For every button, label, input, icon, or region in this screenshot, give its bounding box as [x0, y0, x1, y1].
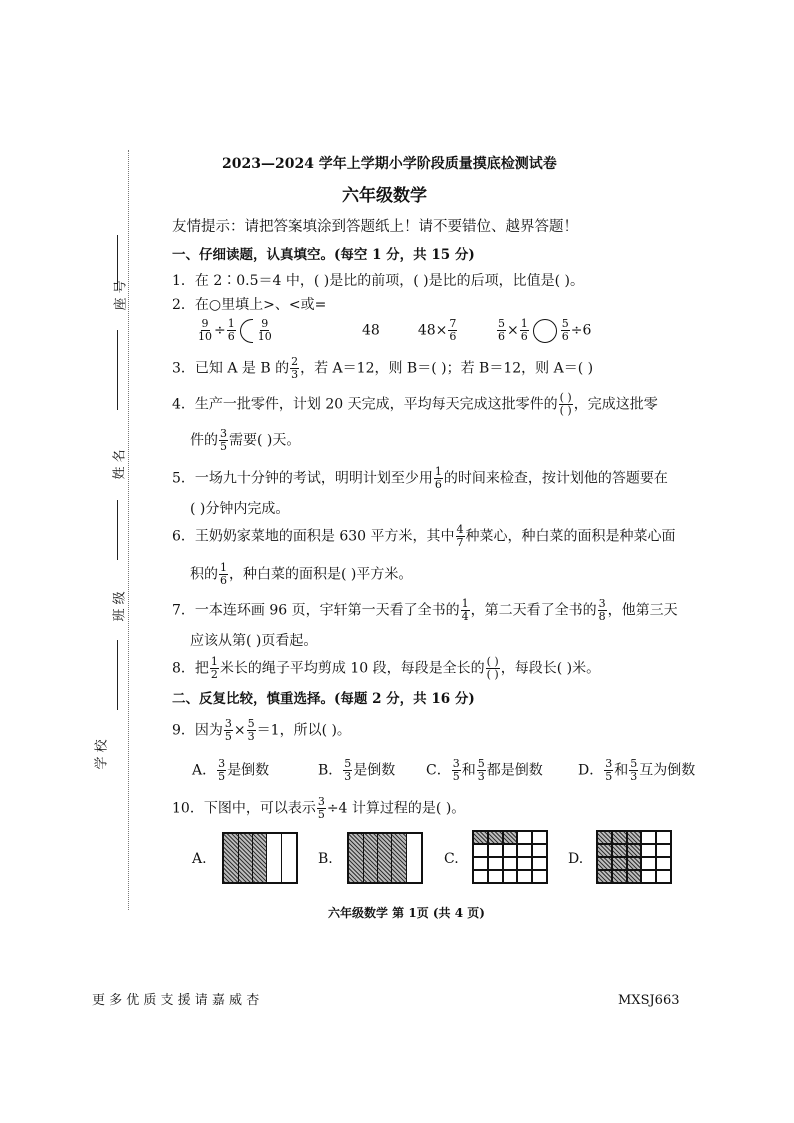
q9-option-c[interactable]: C． $\frac{3}{5}$ 和 $\frac{5}{3}$ 都是倒数 — [426, 757, 543, 783]
grid-cell — [473, 844, 488, 857]
q10-figure-d[interactable] — [596, 830, 672, 884]
divider — [238, 834, 239, 882]
grid-cell — [532, 857, 547, 870]
binding-dotted-line — [128, 150, 129, 910]
grid-cell — [612, 831, 627, 844]
q6-line2: 积的 $\frac{1}{6}$ ，种白菜的面积是( )平方米。 — [190, 561, 413, 587]
grid-cell — [597, 870, 612, 883]
divider — [363, 834, 364, 882]
grid-cell — [612, 844, 627, 857]
grid-cell — [627, 857, 642, 870]
q2-lead: 2．在○里填上>、<或= — [172, 297, 327, 313]
grid-cell — [612, 857, 627, 870]
shaded-region — [224, 834, 266, 882]
exam-subtitle: 六年级数学 — [342, 186, 427, 206]
section1-heading: 一、仔细读题，认真填空。(每空 1 分，共 15 分) — [172, 247, 475, 263]
grid-cell — [532, 831, 547, 844]
grid-cell — [503, 831, 518, 844]
grid-cell — [656, 831, 671, 844]
divider — [266, 834, 267, 882]
grid-cell — [597, 857, 612, 870]
school-line — [117, 640, 118, 710]
q5-line2: ( )分钟内完成。 — [190, 501, 290, 517]
q10-label-a: A. — [192, 851, 207, 867]
grid-cell — [641, 857, 656, 870]
grid-cell — [641, 831, 656, 844]
grid-cell — [517, 831, 532, 844]
q10-figure-c[interactable] — [472, 830, 548, 884]
divider — [377, 834, 378, 882]
q10: 10．下图中，可以表示 $\frac{3}{5}$ ÷4 计算过程的是( )。 — [172, 795, 466, 821]
compare-circle[interactable] — [533, 319, 557, 343]
q10-figure-a[interactable] — [222, 832, 298, 884]
q10-label-c: C. — [444, 851, 459, 867]
grid-cell — [656, 870, 671, 883]
grid-cell — [517, 844, 532, 857]
grid-cell — [473, 870, 488, 883]
grid-cell — [473, 857, 488, 870]
q7-line1: 7．一本连环画 96 页，宇轩第一天看了全书的 $\frac{1}{4}$ ，第二天看了全书的 $\frac{3}{8}$ ，他第三天 — [172, 597, 678, 623]
grid-cell — [641, 870, 656, 883]
grid-cell — [627, 844, 642, 857]
section2-heading: 二、反复比较，慎重选择。(每题 2 分，共 16 分) — [172, 691, 475, 707]
q9: 9．因为 $\frac{3}{5}$ × $\frac{5}{3}$ ＝1，所以( )。 — [172, 717, 351, 743]
q5-line1: 5．一场九十分钟的考试，明明计划至少用 $\frac{1}{6}$ 的时间来检查，按计划他的答题要在 — [172, 465, 668, 491]
friendly-tip: 友情提示：请把答案填涂到答题纸上！请不要错位、越界答题！ — [172, 219, 578, 235]
name-label: 姓 名 — [112, 449, 128, 480]
q9-option-b[interactable]: B． $\frac{5}{3}$ 是倒数 — [318, 757, 396, 783]
grid-cell — [488, 831, 503, 844]
grid-cell — [597, 844, 612, 857]
q2-item-2: 48 48× $\frac{7}{6}$ — [362, 317, 457, 343]
compare-circle[interactable] — [240, 319, 253, 343]
grid-cell — [612, 870, 627, 883]
grid-cell — [503, 870, 518, 883]
q10-figure-b[interactable] — [347, 832, 423, 884]
q3: 3．已知 A 是 B 的 $\frac{2}{3}$ ，若 A＝12，则 B＝( )；若 B＝12，则 A＝( ) — [172, 355, 594, 381]
q2-item-1: $\frac{9}{10}$ ÷ $\frac{1}{6}$ $\frac{9}{10}$ — [198, 317, 272, 343]
q4-line2: 件的 $\frac{3}{5}$ 需要( )天。 — [190, 427, 301, 453]
q1: 1．在 2∶0.5＝4 中，( )是比的前项，( )是比的后项，比值是( )。 — [172, 273, 585, 289]
grid-cell — [517, 857, 532, 870]
grid-cell — [503, 857, 518, 870]
ad-text: 更 多 优 质 支 援 请 嘉 威 杏 — [92, 993, 260, 1008]
q10-label-b: B. — [318, 851, 333, 867]
exam-title: 2023—2024 学年上学期小学阶段质量摸底检测试卷 — [222, 156, 557, 172]
q9-option-d[interactable]: D． $\frac{3}{5}$ 和 $\frac{5}{3}$ 互为倒数 — [578, 757, 696, 783]
q4-line1: 4．生产一批零件，计划 20 天完成，平均每天完成这批零件的 $\frac{( )}{( )}$ ，完成这批零 — [172, 391, 658, 417]
code-text: MXSJ663 — [618, 993, 680, 1008]
divider — [281, 834, 282, 882]
grid-cell — [627, 870, 642, 883]
grid-cell — [488, 870, 503, 883]
q2-item-3: $\frac{5}{6}$ × $\frac{1}{6}$ $\frac{5}{6}$ ÷6 — [498, 317, 592, 343]
q10-label-d: D. — [568, 851, 584, 867]
name-line — [117, 330, 118, 410]
divider — [252, 834, 253, 882]
divider — [406, 834, 407, 882]
grid-cell — [597, 831, 612, 844]
q9-option-a[interactable]: A． $\frac{3}{5}$ 是倒数 — [192, 757, 270, 783]
grid-cell — [641, 844, 656, 857]
grid-cell — [656, 857, 671, 870]
school-label: 学 校 — [94, 739, 110, 770]
q6-line1: 6．王奶奶家菜地的面积是 630 平方米，其中 $\frac{4}{7}$ 种菜心，种白菜的面积是种菜心面 — [172, 523, 676, 549]
grid-cell — [656, 844, 671, 857]
grid-cell — [627, 831, 642, 844]
grid-cell — [488, 857, 503, 870]
grid-cell — [503, 844, 518, 857]
q7-line2: 应该从第( )页看起。 — [190, 633, 318, 649]
grid-cell — [473, 831, 488, 844]
grid-cell — [488, 844, 503, 857]
grid-cell — [517, 870, 532, 883]
q8: 8．把 $\frac{1}{2}$ 米长的绳子平均剪成 10 段，每段是全长的 $\frac{( )}{( )}$ ，每段长( )米。 — [172, 655, 601, 681]
page-footer: 六年级数学 第 1页 (共 4 页) — [328, 906, 485, 920]
class-line — [117, 500, 118, 560]
grid-cell — [532, 870, 547, 883]
seat-label: 座 号 — [113, 280, 129, 311]
divider — [391, 834, 392, 882]
class-label: 班 级 — [112, 591, 128, 622]
grid-cell — [532, 844, 547, 857]
